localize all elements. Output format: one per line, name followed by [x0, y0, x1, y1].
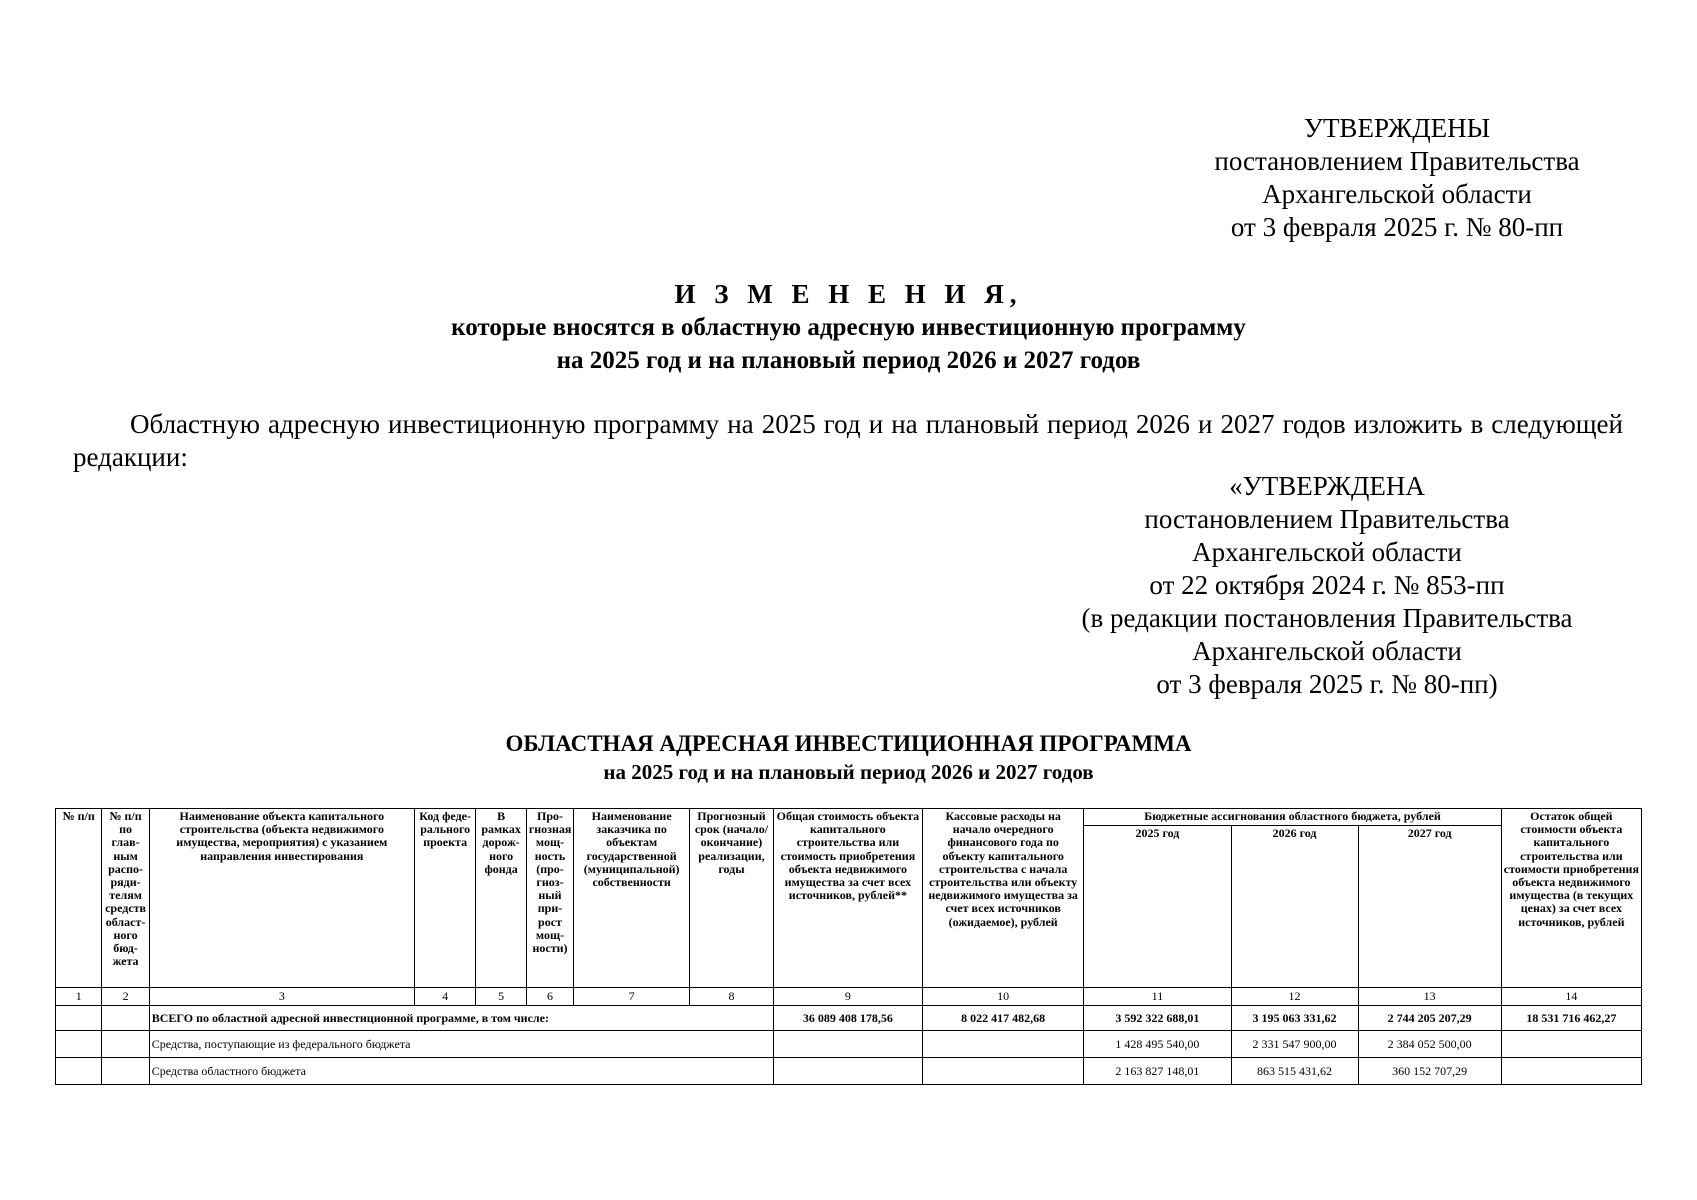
header-cell: Код феде-рального проекта [414, 809, 476, 988]
approval-stamp-bottom [1047, 470, 1607, 701]
header-cell-year: 2027 год [1358, 826, 1501, 988]
column-number: 2 [102, 988, 149, 1006]
header-cell-budget-group: Бюджетные ассигнования областного бюджета, рублей [1084, 809, 1501, 826]
header-cell: Про-гнозная мощ-ность (про-гноз-ный при-рост мощ-ности) [526, 809, 573, 988]
column-number: 4 [414, 988, 476, 1006]
header-cell: Наименование заказчика по объектам государственной (муниципальной) собственности [574, 809, 690, 988]
total-label: ВСЕГО по областной адресной инвестиционной программе, в том числе: [149, 1006, 773, 1031]
empty-cell [923, 1031, 1084, 1058]
header-cell: В рамках дорож-ного фонда [476, 809, 526, 988]
federal-value: 1 428 495 540,00 [1084, 1031, 1231, 1058]
approval-line: Архангельской области [1262, 179, 1532, 209]
approval-line: от 22 октября 2024 г. № 853-пп [1149, 570, 1505, 600]
approval-line: постановлением Правительства [1214, 146, 1580, 176]
empty-cell [56, 1058, 102, 1085]
approval-line: (в редакции постановления Правительства [1081, 603, 1573, 633]
column-number: 12 [1231, 988, 1358, 1006]
column-number: 11 [1084, 988, 1231, 1006]
heading-line-2: которые вносятся в областную адресную инвестиционную программу [451, 314, 1246, 341]
heading-line-3: на 2025 год и на плановый период 2026 и 2027 годов [556, 347, 1141, 374]
regional-funds-label: Средства областного бюджета [149, 1058, 773, 1085]
empty-cell [773, 1058, 922, 1085]
column-number: 10 [923, 988, 1084, 1006]
header-cell: Прогнозный срок (начало/ окончание) реализации, годы [690, 809, 774, 988]
header-cell: Наименование объекта капитального строительства (объекта недвижимого имущества, мероприятия) с указанием направления инвестирования [149, 809, 414, 988]
total-value: 18 531 716 462,27 [1501, 1006, 1641, 1031]
total-value: 3 195 063 331,62 [1231, 1006, 1358, 1031]
empty-cell [102, 1006, 149, 1031]
header-cell: Кассовые расходы на начало очередного финансового года по объекту капитального строительства с начала строительства или объекту недвижимого имущества за счет всех источников (ожидаемое), рублей [923, 809, 1084, 988]
empty-cell [56, 1031, 102, 1058]
total-value: 36 089 408 178,56 [773, 1006, 922, 1031]
column-number: 1 [56, 988, 102, 1006]
column-number: 8 [690, 988, 774, 1006]
header-cell: Общая стоимость объекта капитального строительства или стоимость приобретения объекта недвижимого имущества за счет всех источников, рублей** [773, 809, 922, 988]
approval-line: от 3 февраля 2025 г. № 80-пп) [1156, 669, 1498, 699]
header-cell: № п/п [56, 809, 102, 988]
approval-line: Архангельской области [1192, 537, 1462, 567]
approval-stamp-top [1177, 112, 1617, 244]
federal-funds-row [56, 1031, 1642, 1058]
empty-cell [923, 1058, 1084, 1085]
program-subtitle: на 2025 год и на плановый период 2026 и 2027 годов [603, 760, 1094, 784]
regional-value: 863 515 431,62 [1231, 1058, 1358, 1085]
column-number: 13 [1358, 988, 1501, 1006]
total-value: 2 744 205 207,29 [1358, 1006, 1501, 1031]
column-number: 6 [526, 988, 573, 1006]
empty-cell [102, 1058, 149, 1085]
program-title-block [0, 730, 1697, 786]
program-title: ОБЛАСТНАЯ АДРЕСНАЯ ИНВЕСТИЦИОННАЯ ПРОГРАММА [505, 731, 1192, 756]
approval-line: Архангельской области [1192, 636, 1462, 666]
column-number: 14 [1501, 988, 1641, 1006]
federal-value: 2 384 052 500,00 [1358, 1031, 1501, 1058]
column-number: 9 [773, 988, 922, 1006]
document-heading [0, 277, 1697, 377]
federal-value: 2 331 547 900,00 [1231, 1031, 1358, 1058]
empty-cell [773, 1031, 922, 1058]
empty-cell [56, 1006, 102, 1031]
column-numbers-row [56, 988, 1642, 1006]
column-number: 7 [574, 988, 690, 1006]
empty-cell [1501, 1031, 1641, 1058]
approval-line: от 3 февраля 2025 г. № 80-пп [1230, 212, 1564, 242]
heading-title: И З М Е Н Е Н И Я, [674, 279, 1023, 309]
regional-funds-row [56, 1058, 1642, 1085]
table-header-row [56, 809, 1642, 826]
total-value: 3 592 322 688,01 [1084, 1006, 1231, 1031]
intro-paragraph: Областную адресную инвестиционную программу на 2025 год и на плановый период 2026 и 2027 годов изложить в следующей редакции: [73, 409, 1623, 472]
investment-program-table [55, 808, 1642, 1085]
approval-line: «УТВЕРЖДЕНА [1229, 471, 1425, 501]
approval-line: УТВЕРЖДЕНЫ [1303, 113, 1491, 143]
header-cell-year: 2026 год [1231, 826, 1358, 988]
header-cell: Остаток общей стоимости объекта капитального строительства или стоимости приобретения объекта недвижимого имущества (в текущих ценах) за счет всех источников, рублей [1501, 809, 1641, 988]
column-number: 5 [476, 988, 526, 1006]
regional-value: 2 163 827 148,01 [1084, 1058, 1231, 1085]
approval-line: постановлением Правительства [1144, 504, 1510, 534]
total-value: 8 022 417 482,68 [923, 1006, 1084, 1031]
column-number: 3 [149, 988, 414, 1006]
total-row [56, 1006, 1642, 1031]
federal-funds-label: Средства, поступающие из федерального бюджета [149, 1031, 773, 1058]
empty-cell [1501, 1058, 1641, 1085]
header-cell: № п/п по глав-ным распо-ряди-телям средств област-ного бюд-жета [102, 809, 149, 988]
header-cell-year: 2025 год [1084, 826, 1231, 988]
regional-value: 360 152 707,29 [1358, 1058, 1501, 1085]
empty-cell [102, 1031, 149, 1058]
